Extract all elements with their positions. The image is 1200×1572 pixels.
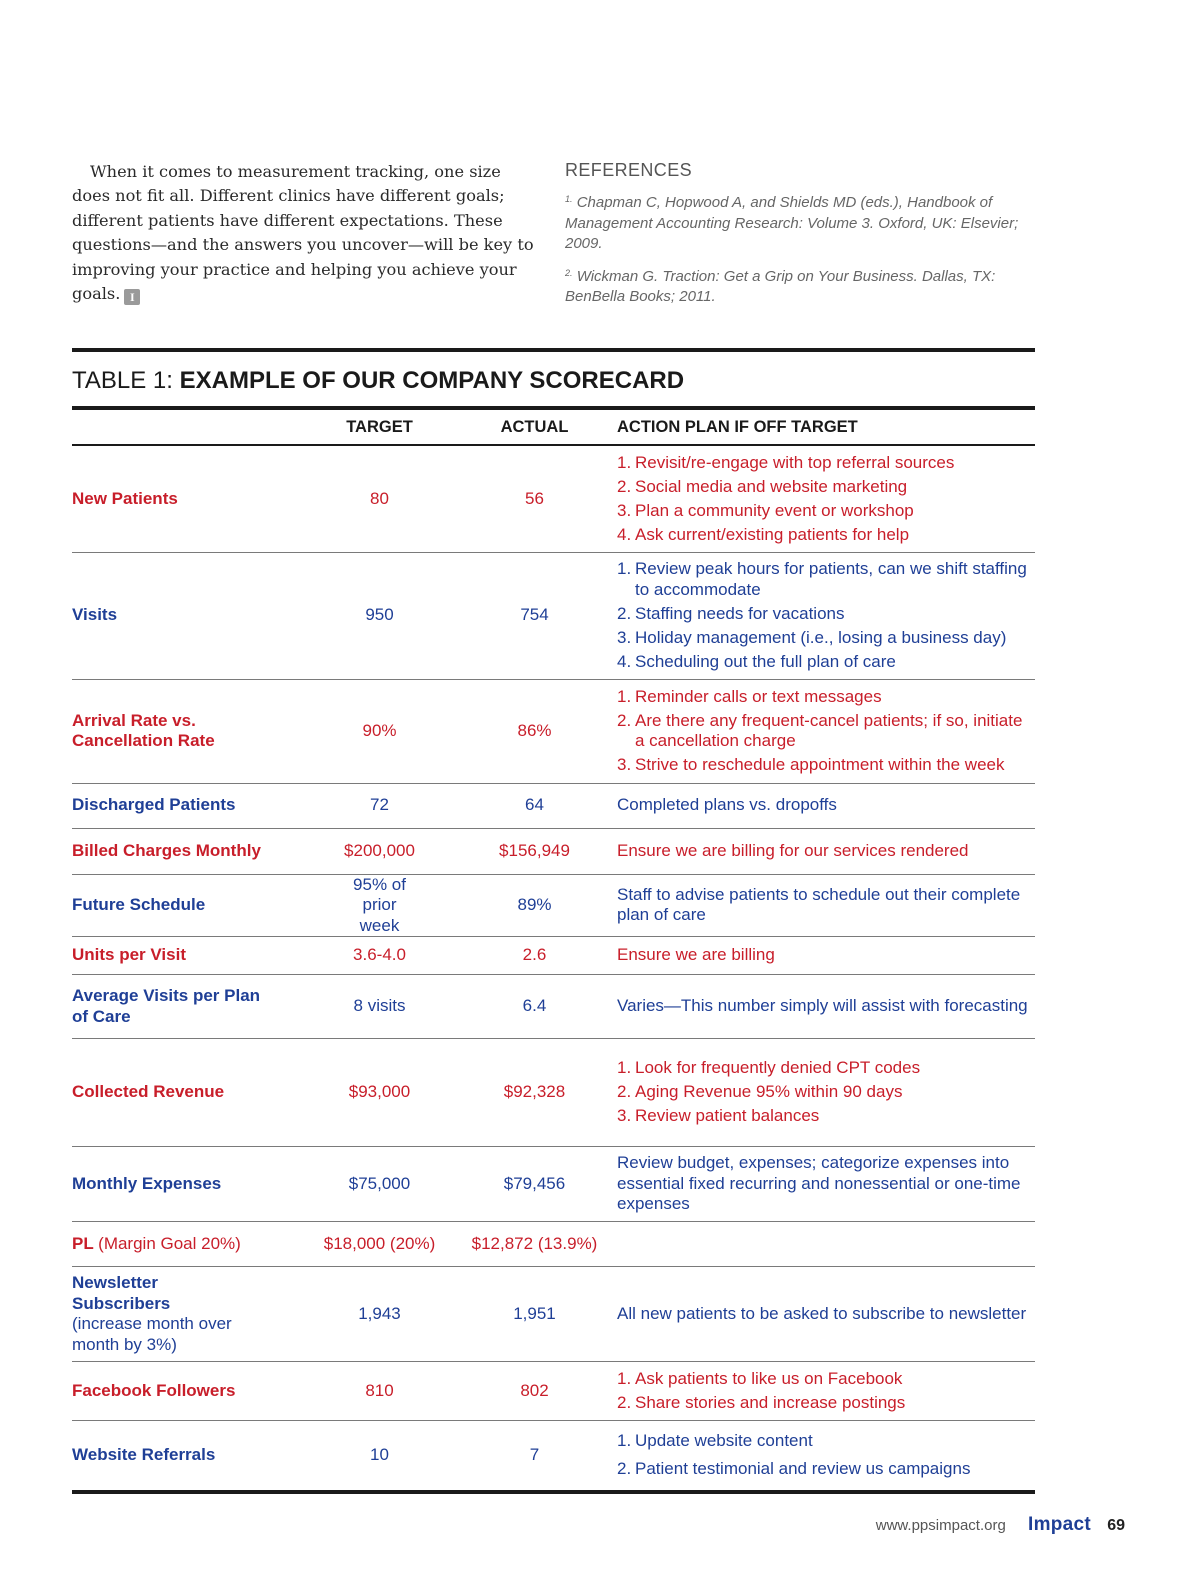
table-row [72, 1039, 1035, 1147]
metric-name-text: Newsletter Subscribers [72, 1273, 171, 1313]
header-metric [72, 410, 302, 445]
table-row [72, 1222, 1035, 1267]
table-row [72, 874, 1035, 937]
actual-value: $92,328 [503, 1082, 566, 1102]
metric-name-text: Visits [72, 605, 118, 625]
reference-item [565, 189, 1035, 255]
metric-name-text: Collected Revenue [72, 1082, 225, 1102]
table-title [72, 366, 1035, 396]
action-plan-item: 2. Are there any frequent-cancel patients; if so, initiate a cancellation charge [617, 710, 1023, 750]
target-value: 80 [370, 488, 389, 508]
metric-name-text: Website Referrals [72, 1445, 216, 1464]
actual-value: $156,949 [499, 840, 570, 860]
action-plan-item: 2. Share stories and increase postings [617, 1392, 906, 1412]
actual-value: 86% [517, 720, 552, 740]
metric-name-text: PL [72, 1233, 94, 1253]
action-plan-item: 4. Ask current/existing patients for help [617, 524, 910, 544]
actual-value: $12,872 (13.9%) [471, 1233, 598, 1253]
actual-value: 56 [525, 488, 544, 508]
actual-value: 802 [520, 1380, 549, 1400]
references-heading: REFERENCES [565, 160, 693, 180]
action-plan [612, 552, 1035, 679]
metric-name-text: Facebook Followers [72, 1380, 236, 1400]
action-plan-item: 1. Update website content [617, 1431, 813, 1451]
footer-brand: Impact [1027, 1514, 1092, 1535]
table-row [72, 1362, 1035, 1421]
action-plan [612, 679, 1035, 783]
table-row [72, 1421, 1035, 1492]
actual-value: $79,456 [503, 1173, 566, 1193]
reference-text: Wickman G. Traction: Get a Grip on Your Business. Dallas, TX: BenBella Books; 2011. [565, 267, 996, 305]
metric-name [72, 975, 302, 1039]
header-actual: ACTUAL [500, 417, 569, 436]
target-value: $93,000 [348, 1082, 411, 1102]
table-row [72, 1147, 1035, 1222]
table-row [72, 828, 1035, 874]
table-top-rule [72, 348, 1035, 352]
action-plan-item: 3. Review patient balances [617, 1106, 820, 1126]
target-value: 810 [365, 1380, 394, 1400]
scorecard-table-section [72, 348, 1035, 1494]
actual-value: 7 [529, 1445, 540, 1464]
action-plan-item: 1. Reminder calls or text messages [617, 686, 882, 706]
action-plan: Review budget, expenses; categorize expenses into essential fixed recurring and nonessential or one-time expenses [617, 1153, 1021, 1214]
action-plan-item: 1. Ask patients to like us on Facebook [617, 1368, 903, 1388]
action-plan-item: 1. Revisit/re-engage with top referral sources [617, 452, 955, 472]
actual-value: 1,951 [513, 1303, 556, 1323]
target-value: 950 [365, 605, 394, 625]
reference-item [565, 263, 1035, 308]
header-plan: ACTION PLAN IF OFF TARGET [617, 417, 858, 436]
metric-name [72, 445, 302, 552]
table-header-row [72, 410, 1035, 445]
target-value: 10 [370, 1445, 389, 1464]
metric-name [72, 783, 302, 828]
action-plan: Ensure we are billing [617, 945, 775, 965]
action-plan-item: 1. Look for frequently denied CPT codes [617, 1058, 921, 1078]
target-value: $18,000 (20%) [323, 1233, 436, 1253]
target-value: 1,943 [358, 1303, 401, 1323]
metric-name-text: New Patients [72, 488, 178, 508]
metric-name [72, 1267, 302, 1362]
metric-name-text: Monthly Expenses [72, 1173, 222, 1193]
actual-value: 6.4 [522, 996, 547, 1016]
intro-text: When it comes to measurement tracking, one size does not fit all. Different clinics have different goals; different patients have different expectations. These questions—and the answers you uncover—will be key to improving your practice and helping you achieve your goals. [72, 162, 534, 304]
table-title-prefix: TABLE 1: [72, 367, 173, 394]
target-value: 90% [362, 720, 397, 740]
action-plan: Staff to advise patients to schedule out their complete plan of care [617, 884, 1021, 925]
metric-name-text: Future Schedule [72, 895, 206, 914]
table-row [72, 552, 1035, 679]
action-plan-item: 2. Staffing needs for vacations [617, 603, 845, 623]
actual-value: 89% [517, 895, 552, 914]
table-title-main: EXAMPLE OF OUR COMPANY SCORECARD [179, 367, 685, 394]
reference-number: 2. [565, 267, 573, 278]
metric-name [72, 937, 302, 975]
metric-name-text: Discharged Patients [72, 795, 236, 815]
table-row [72, 445, 1035, 552]
action-plan-item: 4. Scheduling out the full plan of care [617, 651, 896, 671]
page-number: 69 [1107, 1517, 1125, 1534]
action-plan: Ensure we are billing for our services rendered [617, 840, 969, 860]
action-plan-item: 2. Patient testimonial and review us campaigns [617, 1458, 971, 1478]
actual-value: 754 [520, 605, 549, 625]
metric-name-text: Billed Charges Monthly [72, 840, 261, 860]
metric-name-note: (Margin Goal 20%) [98, 1233, 241, 1253]
reference-number: 1. [565, 194, 573, 204]
action-plan-item: 2. Social media and website marketing [617, 476, 908, 496]
table-row [72, 1267, 1035, 1362]
table-row [72, 975, 1035, 1039]
metric-name [72, 1421, 302, 1492]
reference-text: Chapman C, Hopwood A, and Shields MD (eds.), Handbook of Management Accounting Research: Volume 3. Oxford, UK: Elsevier; 2009. [565, 194, 1019, 252]
target-value: 95% of prior week [353, 874, 406, 935]
metric-name-text: Units per Visit [72, 945, 186, 965]
metric-name [72, 1362, 302, 1421]
action-plan-item: 3. Strive to reschedule appointment within the week [617, 755, 1005, 774]
footer-url: www.ppsimpact.org [875, 1517, 1006, 1534]
metric-name [72, 1039, 302, 1147]
table-row [72, 937, 1035, 975]
references [565, 160, 1035, 316]
action-plan: Varies—This number simply will assist with forecasting [617, 996, 1028, 1016]
action-plan [612, 1222, 1035, 1267]
header-target: TARGET [346, 417, 413, 436]
action-plan-item: 2. Aging Revenue 95% within 90 days [617, 1082, 903, 1102]
metric-name [72, 1147, 302, 1222]
target-value: $200,000 [344, 840, 415, 860]
metric-name-note: (increase month over month by 3%) [72, 1314, 232, 1354]
action-plan [612, 1421, 1035, 1492]
action-plan-item: 3. Holiday management (i.e., losing a business day) [617, 627, 1007, 647]
actual-value: 64 [525, 795, 544, 815]
end-mark-icon: I [124, 289, 140, 305]
metric-name [72, 679, 302, 783]
target-value: $75,000 [348, 1173, 411, 1193]
metric-name [72, 828, 302, 874]
action-plan [612, 445, 1035, 552]
target-value: 3.6-4.0 [353, 945, 406, 965]
actual-value: 2.6 [522, 945, 547, 965]
page-footer [876, 1514, 1125, 1536]
action-plan-item: 1. Review peak hours for patients, can we shift staffing to accommodate [617, 559, 1027, 599]
metric-name [72, 1222, 302, 1267]
action-plan [612, 1362, 1035, 1421]
metric-name-text: Average Visits per Plan of Care [72, 986, 261, 1026]
action-plan-item: 3. Plan a community event or workshop [617, 500, 914, 520]
metric-name [72, 552, 302, 679]
table-row [72, 783, 1035, 828]
action-plan [612, 1039, 1035, 1147]
metric-name-text: Arrival Rate vs. Cancellation Rate [72, 710, 215, 750]
target-value: 72 [370, 795, 389, 815]
action-plan: Completed plans vs. dropoffs [617, 795, 837, 815]
target-value: 8 visits [353, 996, 406, 1016]
intro-paragraph [72, 160, 540, 306]
table-row [72, 679, 1035, 783]
metric-name [72, 874, 302, 937]
scorecard-table [72, 410, 1035, 1494]
action-plan: All new patients to be asked to subscribe to newsletter [617, 1303, 1027, 1323]
